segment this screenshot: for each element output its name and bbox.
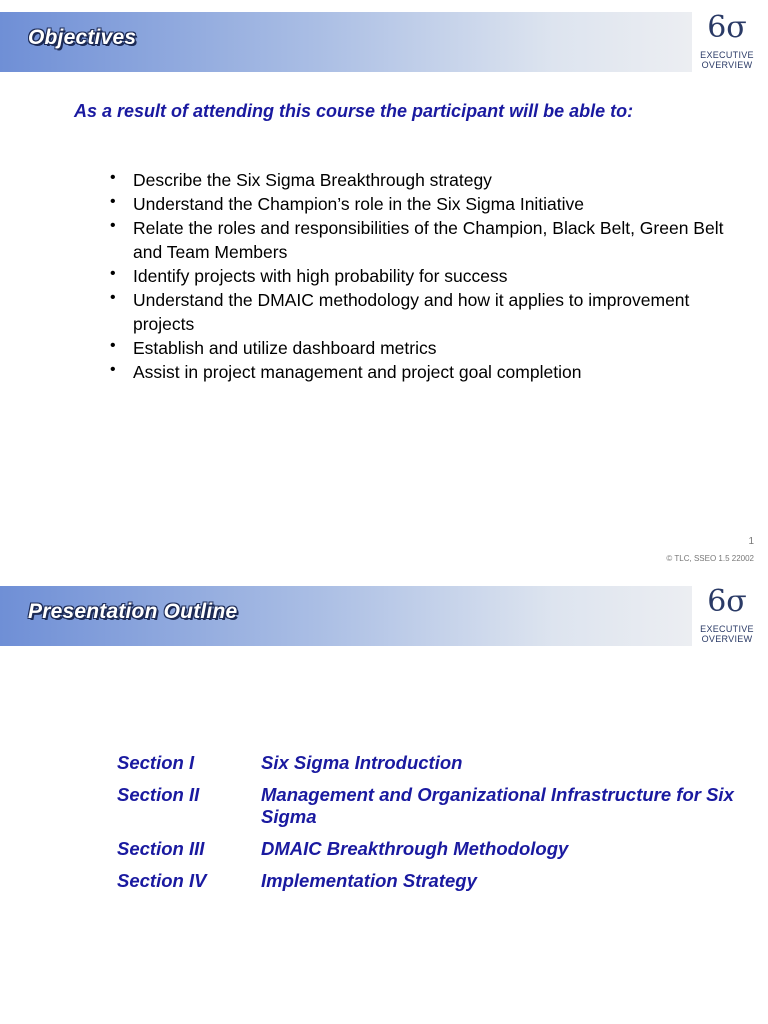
- slide-title: Objectives: [28, 26, 137, 49]
- logo-line-2: OVERVIEW: [701, 60, 753, 70]
- bullet-icon: •: [110, 337, 116, 354]
- outline-row: [117, 870, 737, 892]
- bullet-icon: •: [110, 217, 116, 234]
- section-label: Section I: [117, 752, 195, 773]
- intro-text: As a result of attending this course the participant will be able to:: [74, 101, 634, 121]
- bullet-icon: •: [110, 361, 116, 378]
- slide-title: Presentation Outline: [28, 600, 238, 623]
- bullet-icon: •: [110, 265, 116, 282]
- list-item: • Describe the Six Sigma Breakthrough strategy: [108, 168, 728, 192]
- list-item: • Understand the DMAIC methodology and how it applies to improvement projects: [108, 288, 728, 336]
- outline-row: [117, 784, 737, 828]
- page-number: 1: [748, 536, 754, 547]
- six-sigma-logo: [694, 12, 760, 74]
- section-topic: Implementation Strategy: [261, 870, 477, 891]
- title-bar: [0, 12, 692, 72]
- outline-table: [117, 752, 737, 902]
- outline-row: [117, 838, 737, 860]
- list-item: • Establish and utilize dashboard metrics: [108, 336, 728, 360]
- list-item: • Assist in project management and project goal completion: [108, 360, 728, 384]
- copyright-text: © TLC, SSEO 1.5 22002: [666, 554, 754, 563]
- title-bar: [0, 586, 692, 646]
- section-topic: Six Sigma Introduction: [261, 752, 463, 773]
- list-item: • Identify projects with high probability for success: [108, 264, 728, 288]
- list-item: • Relate the roles and responsibilities of the Champion, Black Belt, Green Belt and Team Members: [108, 216, 728, 264]
- list-item: • Understand the Champion’s role in the Six Sigma Initiative: [108, 192, 728, 216]
- section-topic: DMAIC Breakthrough Methodology: [261, 838, 569, 859]
- slide-presentation-outline: [0, 574, 768, 1024]
- objectives-list: [108, 168, 728, 384]
- logo-symbol: 6σ: [707, 584, 747, 619]
- logo-line-1: EXECUTIVE: [700, 624, 754, 634]
- section-topic: Management and Organizational Infrastructure for Six Sigma: [261, 784, 734, 827]
- section-label: Section II: [117, 784, 200, 805]
- bullet-icon: •: [110, 193, 116, 210]
- logo-line-2: OVERVIEW: [701, 634, 753, 644]
- section-label: Section III: [117, 838, 205, 859]
- section-label: Section IV: [117, 870, 207, 891]
- bullet-icon: •: [110, 169, 116, 186]
- logo-symbol: 6σ: [707, 10, 747, 45]
- outline-row: [117, 752, 737, 774]
- six-sigma-logo: [694, 586, 760, 648]
- bullet-icon: •: [110, 289, 116, 306]
- logo-line-1: EXECUTIVE: [700, 50, 754, 60]
